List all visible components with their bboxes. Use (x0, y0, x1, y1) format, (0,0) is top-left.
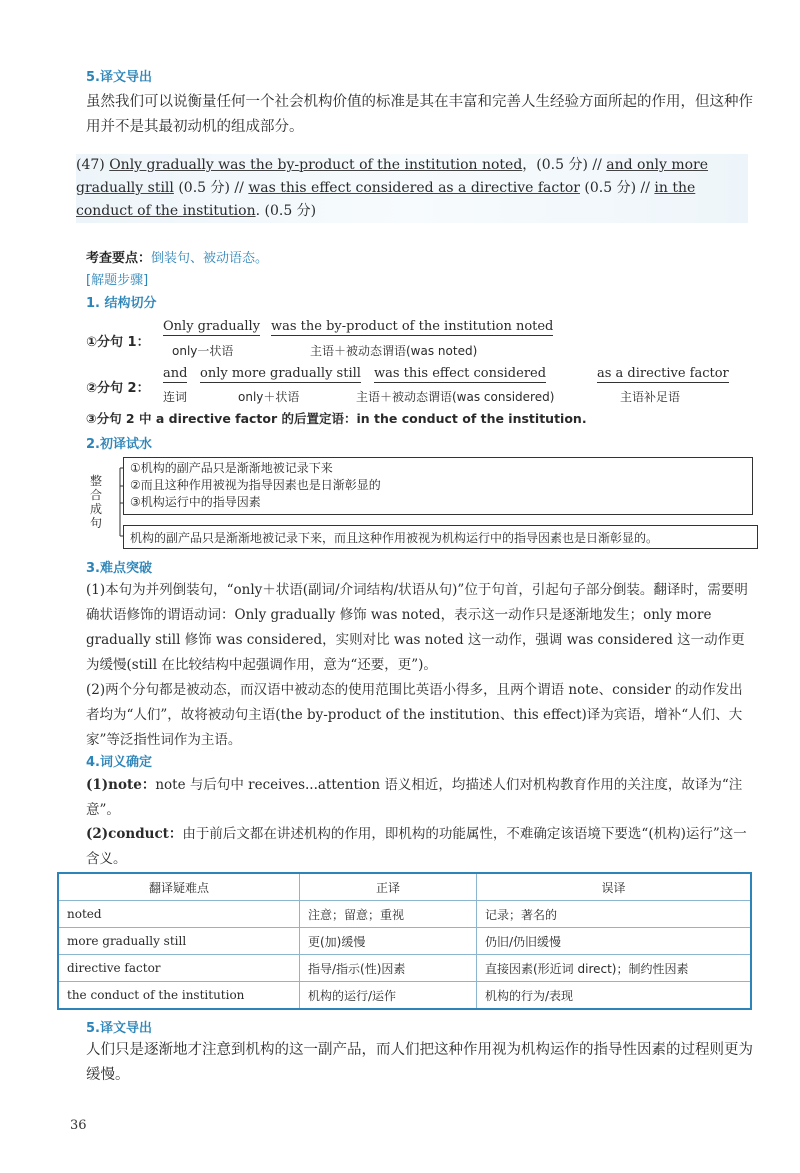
table-cell: more gradually still (58, 928, 300, 955)
answer-part-3: was this effect considered as a directive factor (248, 180, 580, 196)
score-1: ，(0.5 分) // (522, 157, 607, 173)
section-title-translation-output: 5.译文导出 (86, 70, 152, 85)
answer-part-2: and only more gradually still (76, 157, 709, 196)
combined-translation: 机构的副产品只是渐渐地被记录下来，而且这种作用被视为机构运行中的指导因素也是日渐彰显的。 (130, 531, 659, 545)
draft-item: ①机构的副产品只是渐渐地被记录下来 (130, 461, 333, 475)
steps-label: [解题步骤] (86, 273, 149, 288)
clause-2-part-b-sub: only＋状语 (238, 390, 300, 404)
answer-part-1: Only gradually was the by-product of the institution noted (109, 157, 523, 173)
word-meaning-conduct (86, 822, 756, 872)
clause-1-part-a (163, 319, 260, 334)
combined-translation-box (123, 525, 758, 549)
table-cell: 机构的运行/运作 (300, 982, 477, 1010)
word-meaning-conduct-text: 由于前后文都在讲述机构的作用，即机构的功能属性，不难确定该语境下要选“(机构)运行”这一含义。 (86, 826, 747, 867)
word-meaning-conduct-label: (2)conduct： (86, 826, 183, 842)
clause-1-part-a-sub: only一状语 (172, 344, 234, 358)
score-2: (0.5 分) // (173, 180, 249, 196)
clause-2-part-c-sub: 主语＋被动态谓语(was considered) (356, 390, 555, 404)
table-cell: the conduct of the institution (58, 982, 300, 1010)
translation-output-text-2: 人们只是逐渐地才注意到机构的这一副产品，而人们把这种作用视为机构运作的指导性因素的过程则更为缓慢。 (86, 1042, 753, 1083)
table-row (58, 982, 751, 1010)
table-row (58, 955, 751, 982)
translation-output-text: 虽然我们可以说衡量任何一个社会机构价值的标准是其在丰富和完善人生经验方面所起的作用，但这种作用并不是其最初动机的组成部分。 (86, 94, 753, 135)
section-title-translation-output-2: 5.译文导出 (86, 1021, 152, 1036)
table-cell: 直接因素(形近词 direct)；制约性因素 (477, 955, 752, 982)
section-title-difficulties: 3.难点突破 (86, 561, 152, 576)
translation-difficulty-table (57, 872, 752, 1010)
table-cell: 更(加)缓慢 (300, 928, 477, 955)
table-header: 误译 (477, 873, 752, 901)
page-number: 36 (70, 1118, 87, 1133)
clause-2-part-c (374, 366, 546, 381)
word-meaning-note-text: note 与后句中 receives...attention 语义相近，均描述人们对机构教育作用的关注度，故译为“注意”。 (86, 777, 743, 818)
table-row (58, 928, 751, 955)
word-meaning-note-label: (1)note： (86, 777, 156, 793)
clause-2-part-b-text: only more gradually still (200, 366, 361, 381)
clause-1-part-b-text: was the by-product of the institution noted (271, 319, 554, 334)
section-title-word-meaning: 4.词义确定 (86, 755, 152, 770)
combine-side-label: 整合成句 (90, 474, 103, 530)
difficulty-paragraph-1: (1)本句为并列倒装句，“only＋状语(副词/介词结构/状语从句)”位于句首，引起句子部分倒装。翻译时，需要明确状语修饰的谓语动词：Only gradually 修饰 was noted，表示这一动作只是逐渐地发生；only more gradually still 修饰 was considered，实则对比 was noted 这一动作，强调 was considered 这一动作更为缓慢(still 在比较结构中起强调作用，意为“还要，更”)。 (86, 582, 748, 673)
score-3: (0.5 分) // (579, 180, 655, 196)
table-cell: 机构的行为/表现 (477, 982, 752, 1010)
clause-2-label: ②分句 2： (86, 381, 150, 396)
section-title-structure: 1. 结构切分 (86, 296, 157, 311)
difficulty-paragraph-2: (2)两个分句都是被动态，而汉语中被动态的使用范围比英语小得多，且两个谓语 note、consider 的动作发出者均为“人们”，故将被动句主语(the by-product of the institution、this effect)译为宾语，增补“人们、大家”等泛指性词作为主语。 (86, 682, 743, 748)
clause-2-part-d-text: as a directive factor (597, 366, 729, 381)
question-47-answer (76, 154, 748, 223)
clause-3: ③分句 2 中 a directive factor 的后置定语：in the conduct of the institution. (86, 411, 587, 426)
table-row (58, 901, 751, 928)
word-meaning-note (86, 773, 756, 823)
clause-2-part-d-sub: 主语补足语 (620, 390, 681, 404)
answer-part-4: in the conduct of the institution (76, 180, 696, 219)
clause-2-part-a (163, 366, 187, 381)
key-point-value: 倒装句、被动语态。 (151, 251, 269, 266)
table-cell: 指导/指示(性)因素 (300, 955, 477, 982)
clause-1-part-a-text: Only gradually (163, 319, 261, 334)
draft-items-box (123, 457, 753, 515)
clause-1-label: ①分句 1： (86, 335, 150, 350)
table-header: 正译 (300, 873, 477, 901)
question-number: (47) (76, 157, 105, 173)
table-cell: 仍旧/仍旧缓慢 (477, 928, 752, 955)
section-title-draft: 2.初译试水 (86, 437, 152, 452)
table-cell: 注意；留意；重视 (300, 901, 477, 928)
table-cell: 记录；著名的 (477, 901, 752, 928)
key-point (86, 247, 268, 266)
clause-2-part-c-text: was this effect considered (374, 366, 547, 381)
score-4: . (0.5 分) (255, 203, 317, 219)
clause-2-part-d (597, 366, 729, 381)
table-cell: directive factor (58, 955, 300, 982)
clause-2-part-b (200, 366, 361, 381)
clause-2-part-a-sub: 连词 (163, 390, 188, 404)
key-point-label: 考查要点： (86, 251, 152, 266)
table-header: 翻译疑难点 (58, 873, 300, 901)
draft-item: ③机构运行中的指导因素 (130, 495, 261, 509)
table-cell: noted (58, 901, 300, 928)
draft-item: ②而且这种作用被视为指导因素也是日渐彰显的 (130, 478, 381, 492)
clause-1-part-b (271, 319, 553, 334)
clause-2-part-a-text: and (163, 366, 188, 381)
clause-1-part-b-sub: 主语＋被动态谓语(was noted) (310, 344, 478, 358)
table-header-row (58, 873, 751, 901)
